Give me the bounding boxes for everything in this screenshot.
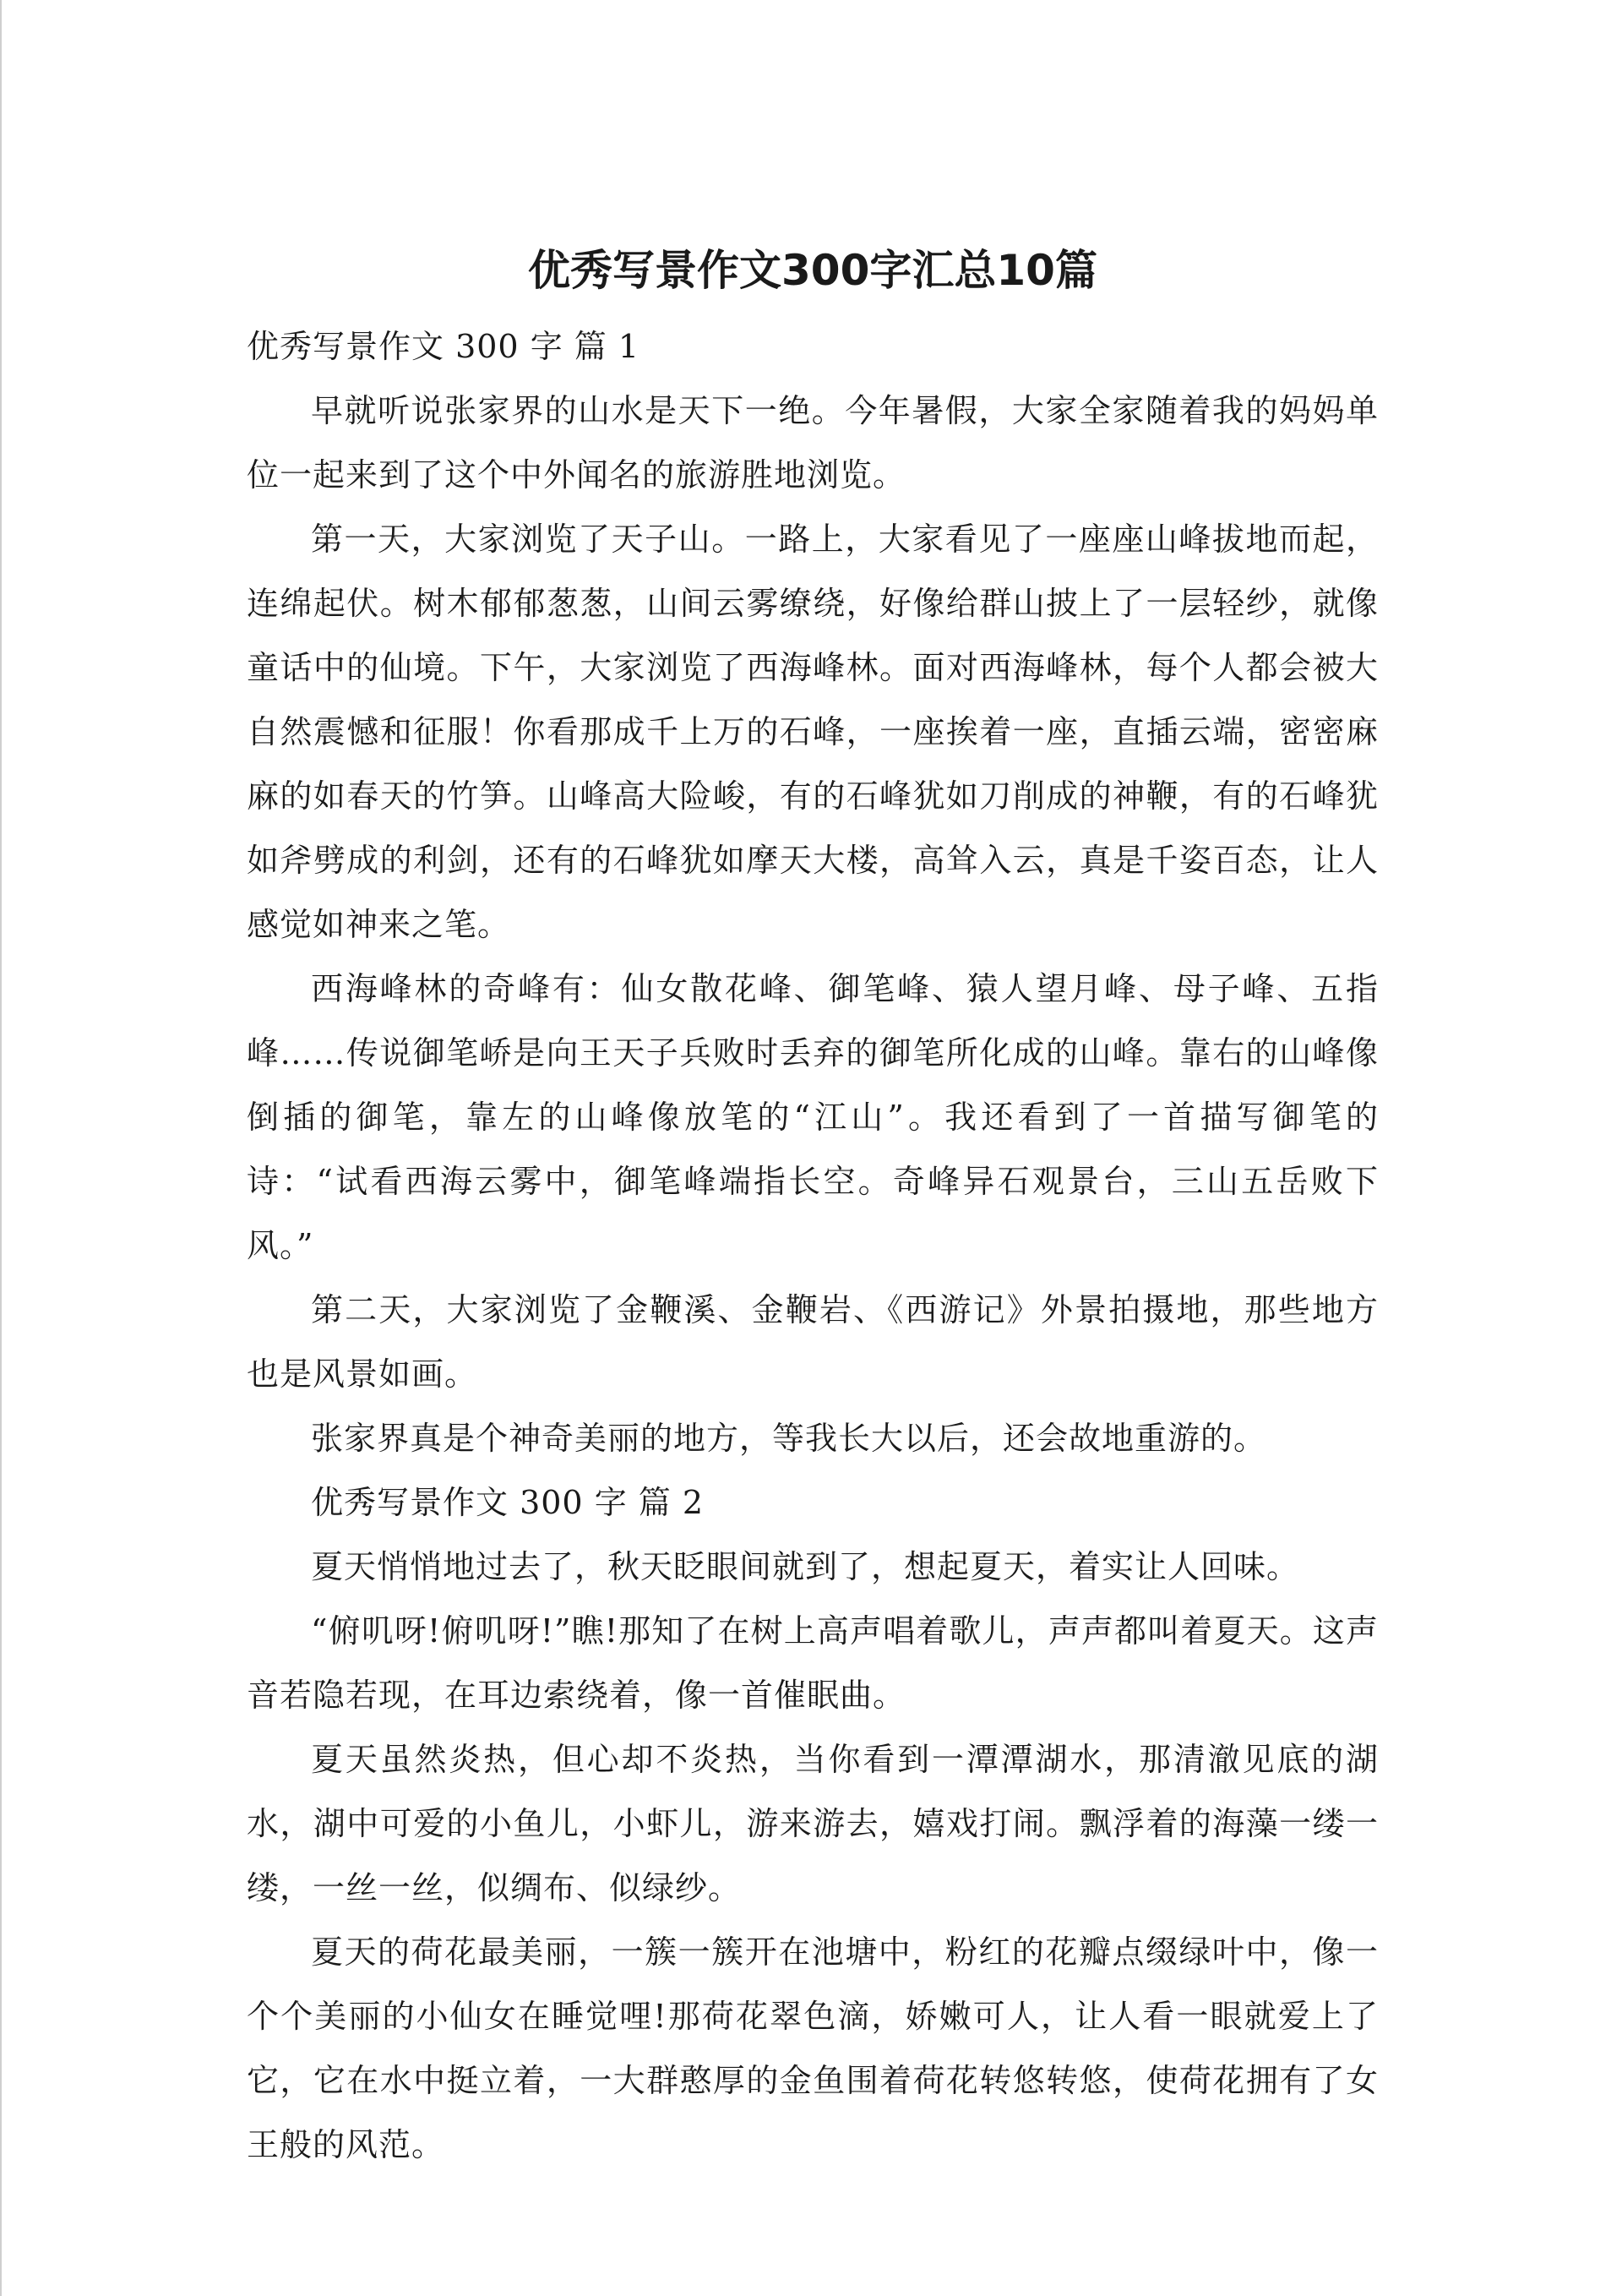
- paragraph: 第一天，大家浏览了天子山。一路上，大家看见了一座座山峰拔地而起，连绵起伏。树木郁郁葱葱，山间云雾缭绕，好像给群山披上了一层轻纱，就像童话中的仙境。下午，大家浏览了西海峰林。面对西海峰林，每个人都会被大自然震憾和征服！你看那成千上万的石峰，一座挨着一座，直插云端，密密麻麻的如春天的竹笋。山峰高大险峻，有的石峰犹如刀削成的神鞭，有的石峰犹如斧劈成的利剑，还有的石峰犹如摩天大楼，高耸入云，真是千姿百态，让人感觉如神来之笔。: [247, 521, 1379, 943]
- paragraph: 夏天的荷花最美丽，一簇一簇开在池塘中，粉红的花瓣点缀绿叶中，像一个个美丽的小仙女在睡觉哩!那荷花翠色滴，娇嫩可人，让人看一眼就爱上了它，它在水中挺立着，一大群憨厚的金鱼围着荷花转悠转悠，使荷花拥有了女王般的风范。: [247, 1933, 1379, 2163]
- paragraph: 张家界真是个神奇美丽的地方，等我长大以后，还会故地重游的。: [311, 1420, 1267, 1457]
- page-left-border: [0, 0, 2, 2296]
- section-heading: 优秀写景作文 300 字 篇 1: [247, 328, 640, 365]
- section-heading: 优秀写景作文 300 字 篇 2: [311, 1484, 705, 1521]
- section-1: [247, 314, 1379, 1470]
- section-2: [247, 1470, 1379, 2177]
- paragraph: 早就听说张家界的山水是天下一绝。今年暑假，大家全家随着我的妈妈单位一起来到了这个中外闻名的旅游胜地浏览。: [247, 392, 1379, 494]
- paragraph: 夏天虽然炎热，但心却不炎热，当你看到一潭潭湖水，那清澈见底的湖水，湖中可爱的小鱼儿，小虾儿，游来游去，嬉戏打闹。飘浮着的海藻一缕一缕，一丝一丝，似绸布、似绿纱。: [247, 1741, 1379, 1906]
- paragraph: “俯叽呀!俯叽呀!”瞧!那知了在树上高声唱着歌儿，声声都叫着夏天。这声音若隐若现，在耳边索绕着，像一首催眠曲。: [247, 1612, 1379, 1714]
- paragraph: 西海峰林的奇峰有：仙女散花峰、御笔峰、猿人望月峰、母子峰、五指峰……传说御笔峤是向王天子兵败时丢弃的御笔所化成的山峰。靠右的山峰像倒插的御笔，靠左的山峰像放笔的“江山”。我还看到了一首描写御笔的诗：“试看西海云雾中，御笔峰端指长空。奇峰异石观景台，三山五岳败下风。”: [247, 970, 1379, 1264]
- document-title: 优秀写景作文300字汇总10篇: [528, 246, 1097, 295]
- document-body: [247, 237, 1379, 2177]
- paragraph: 第二天，大家浏览了金鞭溪、金鞭岩、《西游记》外景拍摄地，那些地方也是风景如画。: [247, 1291, 1379, 1393]
- paragraph: 夏天悄悄地过去了，秋天眨眼间就到了，想起夏天，着实让人回味。: [311, 1548, 1300, 1585]
